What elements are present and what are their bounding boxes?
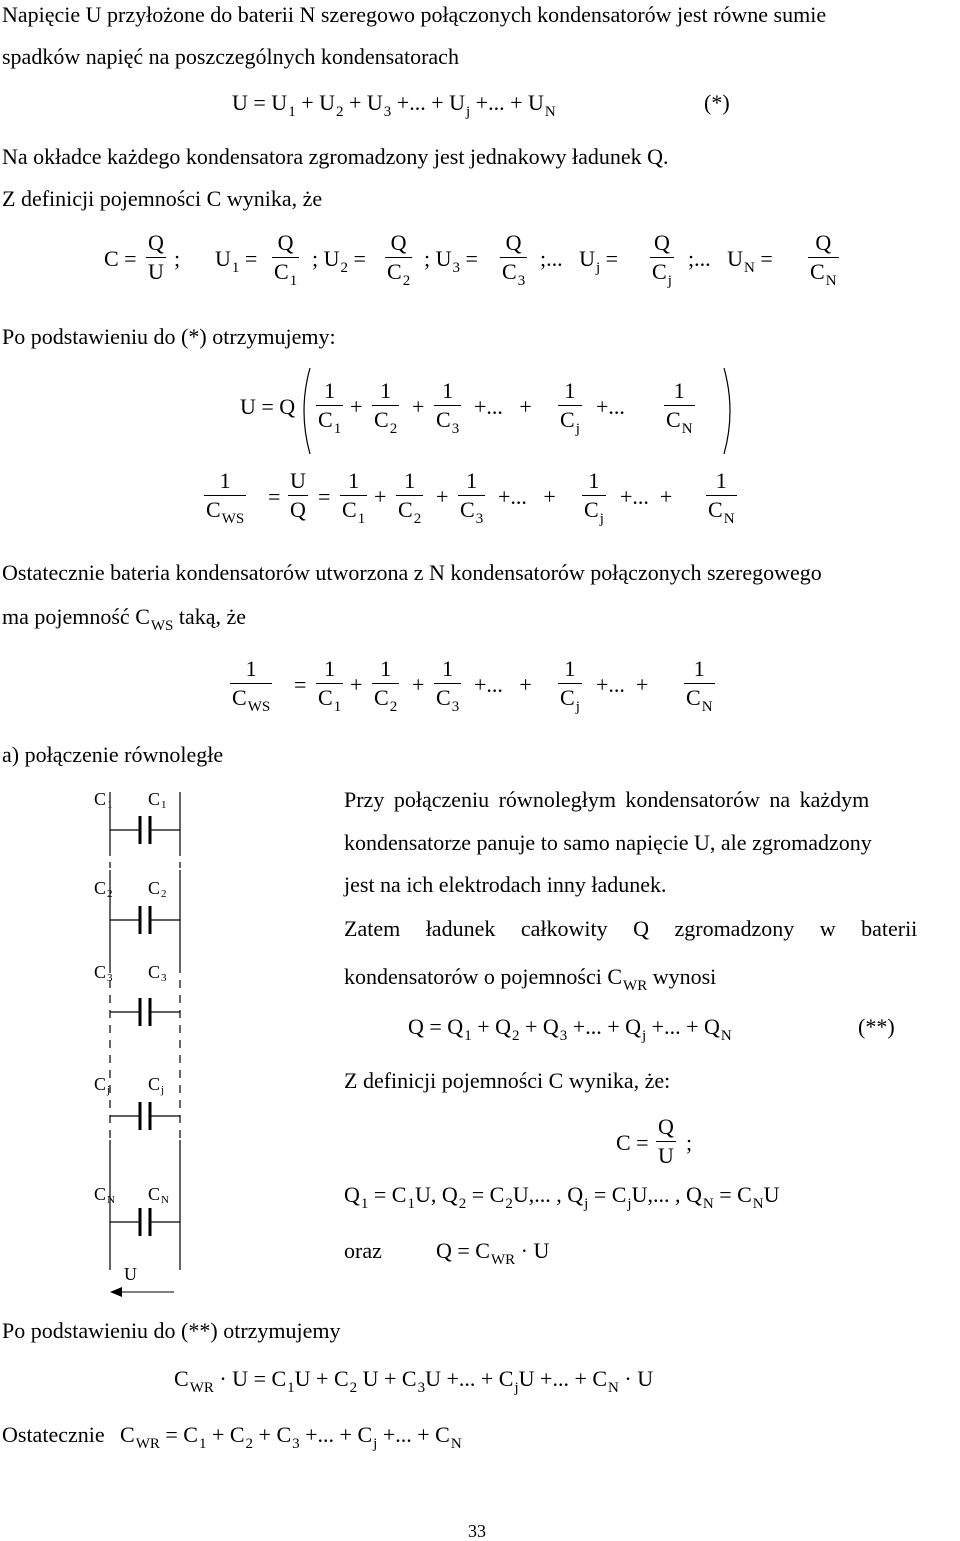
equation-total-charge: $Q = C_{WR} \cdot U$ bbox=[436, 1238, 550, 1268]
capacitor-label-2-right: C2 bbox=[148, 878, 167, 900]
final-prefix: Ostatecznie bbox=[2, 1422, 105, 1447]
intro-line-3: Na okładce każdego kondensatora zgromadzony jest jednakowy ładunek Q. bbox=[2, 144, 669, 169]
parallel-paragraph-1-line-3: jest na ich elektrodach inny ładunek. bbox=[344, 872, 667, 897]
equation-double-star-tag: (**) bbox=[858, 1014, 895, 1039]
capacitor-label-2-left: C2 bbox=[94, 878, 113, 900]
capacitor-label-n-left: CN bbox=[94, 1184, 115, 1206]
substitution-line: Po podstawieniu do (**) otrzymujemy bbox=[2, 1318, 341, 1343]
oraz-label: oraz bbox=[344, 1238, 382, 1263]
capacitor-label-1-left: C1 bbox=[94, 789, 113, 811]
intro-line-2: spadków napięć na poszczególnych kondensatorach bbox=[2, 44, 459, 69]
parallel-heading: a) połączenie równoległe bbox=[2, 742, 224, 767]
equation-charge-sum: $Q = Q_1 + Q_2 + Q_3$ +... + $Q_j$ +... + $Q_N$ bbox=[408, 1014, 732, 1044]
parallel-paragraph-1-line-2: kondensatorze panuje to samo napięcie U, ale zgromadzony bbox=[344, 830, 872, 855]
equation-star-tag: (*) bbox=[704, 90, 730, 115]
voltage-label: U bbox=[124, 1264, 137, 1284]
intro-line-1: Napięcie U przyłożone do baterii N szeregowo połączonych kondensatorów jest równe sumie bbox=[2, 2, 827, 27]
parallel-paragraph-1-line-1: Przy połączeniu równoległym kondensatorów na każdym bbox=[344, 787, 870, 812]
capacitor-label-1-right: C1 bbox=[148, 789, 167, 811]
capacitor-label-j-left: Cj bbox=[94, 1074, 111, 1096]
parallel-circuit-diagram bbox=[70, 780, 210, 1310]
parallel-paragraph-2-line-2: kondensatorów o pojemności $C_{WR}$ wynosi bbox=[344, 964, 717, 994]
equation-parallel-capacitance: $C_{WR} = C_1 + C_2 + C_3$ +... + $C_j$ +... + $C_N$ bbox=[120, 1422, 462, 1452]
equation-charges: $Q_1 = C_1U$, $Q_2 = C_2U$,... , $Q_j = C_jU$,... , $Q_N = C_NU$ bbox=[344, 1182, 780, 1212]
page-number: 33 bbox=[468, 1521, 486, 1541]
intro-line-4: Z definicji pojemności C wynika, że bbox=[2, 186, 323, 211]
capacitor-label-3-left: C3 bbox=[94, 962, 113, 984]
capacitor-label-n-right: CN bbox=[148, 1184, 169, 1206]
capacitor-label-3-right: C3 bbox=[148, 962, 167, 984]
equation-parallel-substituted: $C_{WR} \cdot U = C_1U + C_2$ $U + C_3U$ +... + $C_jU$ +... + $C_N \cdot U$ bbox=[174, 1366, 654, 1396]
capacitor-label-j-right: Cj bbox=[148, 1074, 165, 1096]
series-conclusion-line-1: Ostatecznie bateria kondensatorów utworzona z N kondensatorów połączonych szeregowego bbox=[2, 560, 822, 585]
intro-line-5: Po podstawieniu do (*) otrzymujemy: bbox=[2, 324, 336, 349]
parallel-paragraph-2-line-1: Zatem ładunek całkowity Q zgromadzony w baterii bbox=[344, 916, 918, 941]
equation-voltage-sum: $U = U_1 + U_2 + U_3$ +... + $U_j$ +... + $U_N$ bbox=[232, 90, 556, 120]
parallel-definition-line: Z definicji pojemności C wynika, że: bbox=[344, 1068, 671, 1093]
series-conclusion-line-2: ma pojemność $C_{WS}$ taką, że bbox=[2, 604, 247, 634]
